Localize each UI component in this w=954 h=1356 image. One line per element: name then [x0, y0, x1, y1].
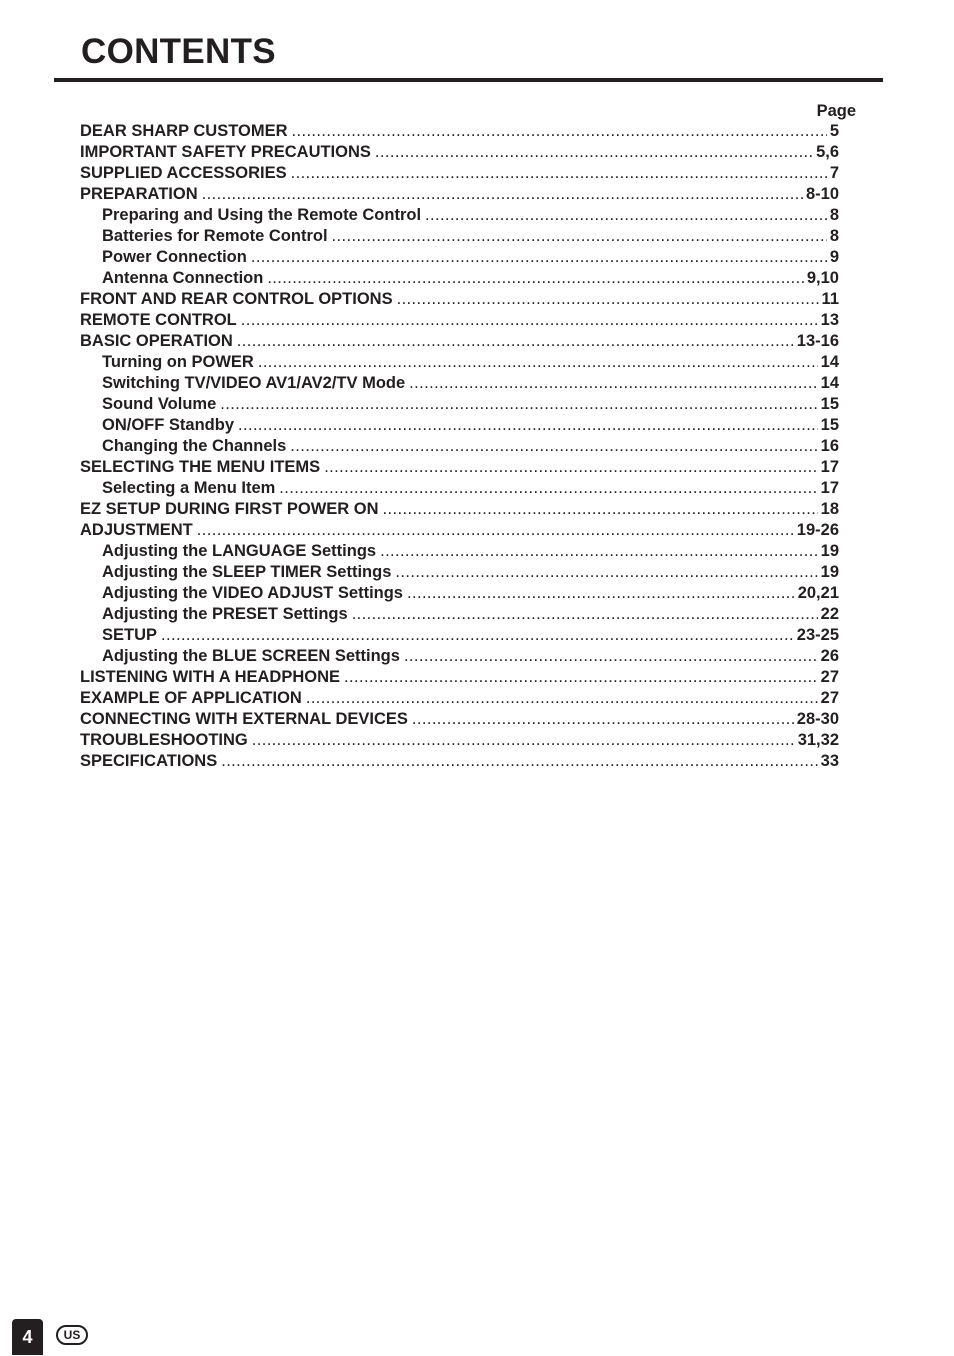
toc-entry-title: EZ SETUP DURING FIRST POWER ON — [80, 500, 379, 518]
toc-entry-title: SELECTING THE MENU ITEMS — [80, 458, 321, 476]
toc-entry — [80, 373, 839, 394]
dot-leader — [237, 331, 794, 352]
toc-entry — [80, 688, 839, 709]
toc-entry-title: FRONT AND REAR CONTROL OPTIONS — [80, 290, 393, 308]
page-title: CONTENTS — [81, 32, 276, 71]
toc-entry — [80, 289, 839, 310]
toc-entry-title: Selecting a Menu Item — [102, 479, 276, 497]
toc-entry-title: Adjusting the PRESET Settings — [102, 605, 348, 623]
toc-entry-page: 19-26 — [796, 521, 839, 539]
toc-entry-page: 13 — [820, 311, 839, 329]
toc-entry-title: Adjusting the SLEEP TIMER Settings — [102, 563, 392, 581]
toc-entry-page: 19 — [820, 542, 839, 560]
toc-entry — [80, 457, 839, 478]
toc-entry — [80, 667, 839, 688]
toc-entry-title: Preparing and Using the Remote Control — [102, 206, 422, 224]
dot-leader — [221, 751, 817, 772]
toc-entry-title: ON/OFF Standby — [102, 416, 234, 434]
toc-entry-title: ADJUSTMENT — [80, 521, 193, 539]
page-number-badge — [12, 1319, 43, 1355]
toc-entry-page: 18 — [820, 500, 839, 518]
toc-entry — [80, 541, 839, 562]
toc-entry — [80, 436, 839, 457]
region-badge — [56, 1325, 88, 1345]
toc-entry-title: PREPARATION — [80, 185, 198, 203]
toc-entry — [80, 562, 839, 583]
toc-entry-page: 33 — [820, 752, 839, 770]
dot-leader — [279, 478, 817, 499]
dot-leader — [380, 541, 818, 562]
toc-entry-page: 7 — [829, 164, 839, 182]
toc-entry — [80, 625, 839, 646]
toc-entry-page: 28-30 — [796, 710, 839, 728]
dot-leader — [409, 373, 817, 394]
dot-leader — [252, 730, 795, 751]
toc-entry — [80, 205, 839, 226]
toc-entry-page: 9 — [829, 248, 839, 266]
dot-leader — [397, 289, 819, 310]
toc-entry-title: Changing the Channels — [102, 437, 287, 455]
dot-leader — [251, 247, 827, 268]
dot-leader — [241, 310, 818, 331]
toc-entry — [80, 331, 839, 352]
toc-entry-title: BASIC OPERATION — [80, 332, 233, 350]
toc-entry-page: 14 — [820, 353, 839, 371]
dot-leader — [220, 394, 817, 415]
dot-leader — [258, 352, 818, 373]
toc-entry-page: 8 — [829, 206, 839, 224]
toc-entry-page: 16 — [820, 437, 839, 455]
page-number: 4 — [22, 1327, 33, 1347]
toc-entry — [80, 394, 839, 415]
dot-leader — [344, 667, 818, 688]
toc-entry-title: Sound Volume — [102, 395, 217, 413]
toc-entry-page: 5 — [829, 122, 839, 140]
dot-leader — [395, 562, 817, 583]
toc-entry-page: 17 — [820, 479, 839, 497]
toc-entry — [80, 730, 839, 751]
dot-leader — [291, 163, 827, 184]
toc-entry — [80, 499, 839, 520]
toc-entry-title: Antenna Connection — [102, 269, 264, 287]
toc-entry-title: Batteries for Remote Control — [102, 227, 328, 245]
toc-entry — [80, 163, 839, 184]
toc-entry — [80, 604, 839, 625]
toc-entry — [80, 226, 839, 247]
toc-entry-title: LISTENING WITH A HEADPHONE — [80, 668, 341, 686]
dot-leader — [161, 625, 794, 646]
toc-entry-title: Switching TV/VIDEO AV1/AV2/TV Mode — [102, 374, 406, 392]
dot-leader — [306, 688, 818, 709]
toc-entry-page: 22 — [820, 605, 839, 623]
toc-entry-page: 23-25 — [796, 626, 839, 644]
toc-entry-title: SUPPLIED ACCESSORIES — [80, 164, 287, 182]
toc-entry — [80, 352, 839, 373]
toc-entry-page: 5,6 — [816, 143, 839, 161]
toc-entry — [80, 247, 839, 268]
toc-entry-page: 8-10 — [805, 185, 839, 203]
region-label: US — [63, 1328, 81, 1342]
toc-entry-page: 9,10 — [806, 269, 839, 287]
dot-leader — [425, 205, 827, 226]
toc-entry-page: 14 — [820, 374, 839, 392]
toc-entry — [80, 142, 839, 163]
toc-entry-title: Adjusting the BLUE SCREEN Settings — [102, 647, 400, 665]
toc-entry — [80, 520, 839, 541]
toc-entry-page: 17 — [820, 458, 839, 476]
toc-entry-title: DEAR SHARP CUSTOMER — [80, 122, 288, 140]
toc-entry — [80, 751, 839, 772]
toc-entry-page: 27 — [820, 668, 839, 686]
dot-leader — [267, 268, 804, 289]
toc-entry-page: 15 — [820, 416, 839, 434]
toc-entry-title: Power Connection — [102, 248, 247, 266]
dot-leader — [197, 520, 794, 541]
dot-leader — [412, 709, 794, 730]
toc-entry-title: EXAMPLE OF APPLICATION — [80, 689, 302, 707]
dot-leader — [383, 499, 818, 520]
toc-entry — [80, 268, 839, 289]
page-column-label: Page — [816, 102, 856, 120]
toc-entry — [80, 478, 839, 499]
table-of-contents — [80, 121, 839, 772]
toc-entry-title: REMOTE CONTROL — [80, 311, 237, 329]
dot-leader — [332, 226, 827, 247]
toc-entry-page: 11 — [821, 290, 839, 308]
toc-entry — [80, 121, 839, 142]
toc-entry-page: 8 — [829, 227, 839, 245]
toc-entry-title: SETUP — [102, 626, 158, 644]
toc-entry-page: 20,21 — [797, 584, 839, 602]
dot-leader — [238, 415, 818, 436]
dot-leader — [407, 583, 795, 604]
toc-entry-page: 27 — [820, 689, 839, 707]
dot-leader — [375, 142, 813, 163]
toc-entry-title: Adjusting the VIDEO ADJUST Settings — [102, 584, 403, 602]
toc-entry-title: CONNECTING WITH EXTERNAL DEVICES — [80, 710, 408, 728]
dot-leader — [292, 121, 827, 142]
toc-entry — [80, 583, 839, 604]
dot-leader — [404, 646, 818, 667]
toc-entry — [80, 709, 839, 730]
dot-leader — [290, 436, 817, 457]
dot-leader — [324, 457, 817, 478]
toc-entry — [80, 415, 839, 436]
toc-entry-page: 15 — [820, 395, 839, 413]
toc-entry-page: 13-16 — [796, 332, 839, 350]
toc-entry-page: 19 — [820, 563, 839, 581]
dot-leader — [352, 604, 818, 625]
toc-entry-title: SPECIFICATIONS — [80, 752, 218, 770]
toc-entry-page: 31,32 — [797, 731, 839, 749]
toc-entry — [80, 184, 839, 205]
toc-entry-title: IMPORTANT SAFETY PRECAUTIONS — [80, 143, 371, 161]
toc-entry-title: Adjusting the LANGUAGE Settings — [102, 542, 377, 560]
toc-entry — [80, 310, 839, 331]
toc-entry — [80, 646, 839, 667]
toc-entry-title: Turning on POWER — [102, 353, 254, 371]
dot-leader — [202, 184, 803, 205]
toc-entry-title: TROUBLESHOOTING — [80, 731, 248, 749]
toc-entry-page: 26 — [820, 647, 839, 665]
title-rule — [54, 78, 883, 82]
